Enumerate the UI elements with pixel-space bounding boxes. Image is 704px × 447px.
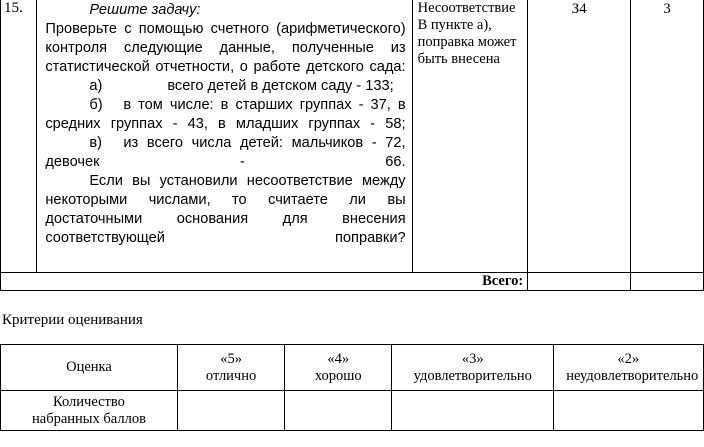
grade-5: «5» отлично <box>177 345 284 391</box>
task-item-c: в) из всего числа детей: мальчиков - 72, девочек - 66. <box>45 135 406 170</box>
points-2 <box>554 391 704 431</box>
competence-code: З4 <box>528 0 631 273</box>
points-label: Количество набранных баллов <box>1 391 178 431</box>
criteria-table <box>0 344 704 431</box>
task-paragraph-2: Если вы установили несоответствие между некоторыми числами, то считаете ли вы достаточными основания для внесения соответствующей поправки? <box>45 173 406 246</box>
task-text <box>37 0 412 273</box>
grade-2: «2» неудовлетворительно <box>554 345 704 391</box>
task-number: 15. <box>1 0 37 273</box>
criteria-title: Критерии оценивания <box>2 312 143 328</box>
grade-header: Оценка <box>1 345 178 391</box>
task-heading: Решите задачу: <box>89 2 201 18</box>
task-item-b: б) в том числе: в старших группах - 37, в средних группах - 43, в младших группах - 58; <box>45 97 406 132</box>
points-3 <box>392 391 554 431</box>
task-paragraph-1: Проверьте с помощью счетного (арифметического) контроля следующие данные, полученные из статистической отчетности, о работе детского сада: <box>45 21 406 75</box>
answer-text: Несоответствие В пункте а), поправка может быть внесена <box>412 0 528 273</box>
total-score-cell <box>631 273 704 291</box>
grade-4: «4» хорошо <box>285 345 392 391</box>
points-4 <box>285 391 392 431</box>
task-score: 3 <box>631 0 704 273</box>
points-5 <box>177 391 284 431</box>
grade-3: «3» удовлетворительно <box>392 345 554 391</box>
total-cell <box>528 273 631 291</box>
task-item-a: а) всего детей в детском саду - 133; <box>89 78 394 94</box>
total-label: Всего: <box>1 273 528 291</box>
